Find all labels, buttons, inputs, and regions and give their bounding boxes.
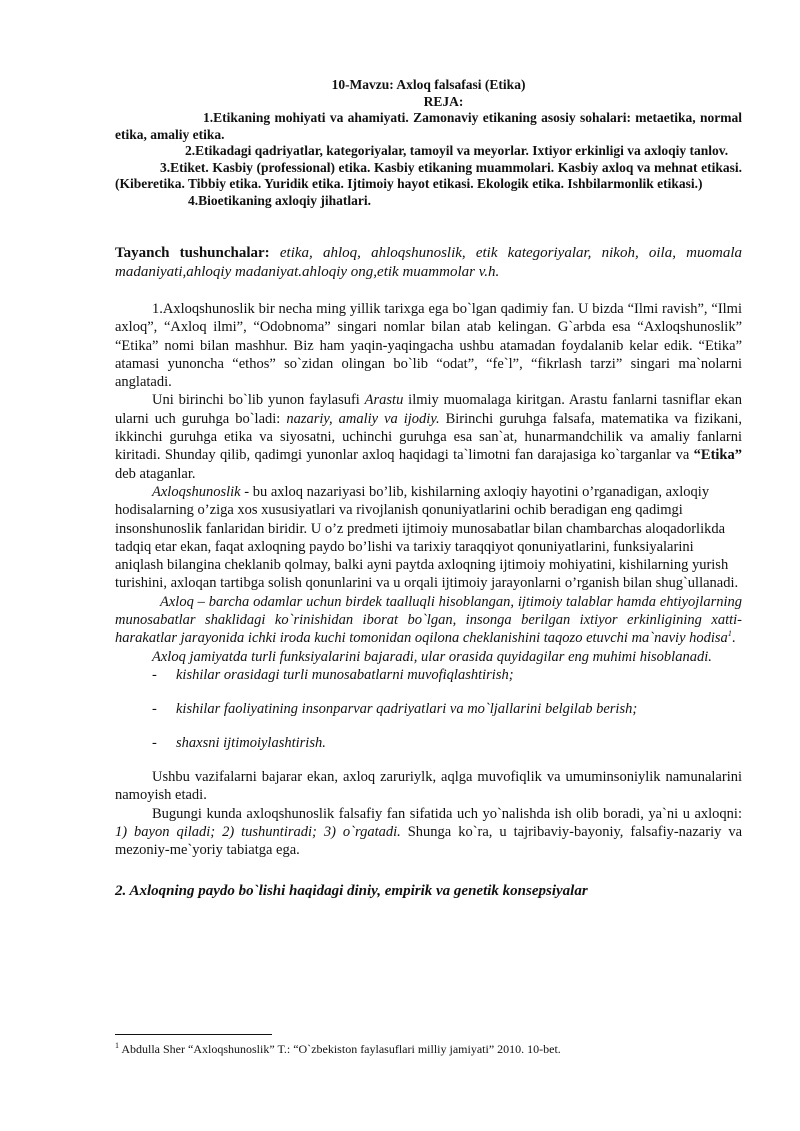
paragraph-7-text-a: Bugungi kunda axloqshunoslik falsafiy fan sifatida uch yo`nalishda ish olib boradi, ya`ni u axloqni:	[152, 805, 742, 822]
footnote-mark: 1	[115, 1041, 119, 1050]
list-item-text: kishilar orasidagi turli munosabatlarni muvofiqlashtirish;	[176, 666, 514, 683]
definition-end: .	[731, 630, 736, 647]
paragraph-1: 1.Axloqshunoslik bir necha ming yillik tarixga ega bo`lgan qadimiy fan. U bizda “Ilmi ravish”, “Ilmi axloq”, “Axloq ilmi”, “Odobnoma” singari nomlar bilan atab kelingan. G`arbda esa “Axloqshunoslik” “Etika” nomi bilan mashhur. Biz ham yaqin-yaqingacha ushbu atamadan foydalanib kelar edik. “Etika” atamasi yunoncha “ethos” so`zidan olingan bo`lib “odat”, “fe`l”, “fikrlash tarzi” singari ma`nolarni anglatadi.	[115, 301, 742, 391]
list-item	[115, 700, 742, 718]
paragraph-4-definition	[115, 593, 742, 648]
etika-term: “Etika”	[693, 447, 742, 464]
document-page	[115, 76, 742, 901]
arastu-name: Arastu	[364, 392, 404, 409]
list-item-text: shaxsni ijtimoiylashtirish.	[176, 734, 326, 751]
paragraph-3-text: - bu axloq nazariyasi bo’lib, kishilarning axloqiy hayotini o’rganadigan, axloqiy hodisalarning o’ziga xos xususiyatlari va rivojlanish qonuniyatlarini ochib beradigan eng qadimgi insonshunoslik fanlaridan biridir. U o’z predmeti ijtimoiy munosabatlar bilan chambarchas aloqadorlikda tadqiq etar ekan, faqat axloqning paydo bo’lishi va tarixiy taraqqiyot qonuniyatlarini, funksiyalarini aniqlash bilangina cheklanib qolmay, balki ayni paytda axloqning ijtimoiy mohiyatini, kishilarning yurish turishini, axloqan tartibga solish qonunlarini va u orqali ijtimoiy jarayonlarni o’rganish bilan shug`ullanadi.	[115, 483, 739, 592]
paragraph-2-text-a: Uni birinchi bo`lib yunon faylasufi	[152, 392, 365, 409]
paragraph-2-text-b: ilmiy muomalaga kiritgan. Arastu fanlarni tasniflar ekan ularni uch guruhga bo`ladi:	[115, 392, 742, 427]
key-concepts-label: Tayanch tushunchalar:	[115, 245, 270, 261]
paragraph-5: Axloq jamiyatda turli funksiyalarini bajaradi, ular orasida quyidagilar eng muhimi hisoblanadi.	[152, 648, 712, 665]
paragraph-6: Ushbu vazifalarni bajarar ekan, axloq zaruriylk, aqlga muvofiqlik va umuminsoniylik namunalarini namoyish etadi.	[115, 768, 742, 804]
list-dash: -	[152, 666, 157, 683]
footnote-ref: 1	[727, 629, 732, 639]
plan-item-1: 1.Etikaning mohiyati va ahamiyati. Zamonaviy etikaning asosiy sohalari: metaetika, normal etika, amaliy etika.	[115, 110, 742, 142]
paragraph-3	[115, 483, 742, 593]
arastu-groups: nazariy, amaliy va ijodiy.	[286, 410, 440, 427]
topic-title: 10-Mavzu: Axloq falsafasi (Etika)	[331, 77, 526, 92]
plan-item-2: 2.Etikadagi qadriyatlar, kategoriyalar, tamoyil va meyorlar. Ixtiyor erkinligi va axloqiy tanlov.	[185, 143, 729, 158]
footnote	[115, 1042, 745, 1057]
paragraph-2	[115, 391, 742, 482]
list-item-text: kishilar faoliyatining insonparvar qadriyatlari va mo`ljallarini belgilab berish;	[176, 700, 638, 717]
key-concepts-text: etika, ahloq, ahloqshunoslik, etik kategoriyalar, nikoh, oila, muomala madaniyati,ahloqiy madaniyat.ahloqiy ong,etik muammolar v.h.	[115, 245, 742, 280]
list-item	[115, 666, 742, 684]
key-concepts	[115, 244, 742, 282]
paragraph-7-steps: 1) bayon qiladi; 2) tushuntiradi; 3) o`rgatadi.	[115, 823, 401, 840]
plan-item-4: 4.Bioetikaning axloqiy jihatlari.	[188, 192, 372, 208]
paragraph-2-text-d: deb ataganlar.	[115, 465, 196, 482]
paragraph-7	[115, 805, 742, 860]
footnote-text: Abdulla Sher “Axloqshunoslik” T.: “O`zbekiston faylasuflari milliy jamiyati” 2010. 10-bet.	[119, 1042, 561, 1056]
paragraph-7-text-c: Shunga ko`ra, u tajribaviy-bayoniy, falsafiy-nazariy va mezoniy-me`yoriy tabiatga ega.	[115, 823, 743, 859]
axloq-definition: Axloq – barcha odamlar uchun birdek taalluqli hisoblangan, ijtimoiy talablar hamda ehtiyojlarning munosabatlar shaklidagi ko`rinishidan iborat bo`lgan, insonga berilgan ixtiyor erkinligining xatti-harakatlar jarayonida ichki iroda kuchi tomonidan oqilona cheklanishini taqozo etuvchi ma`naviy hodisa	[115, 593, 742, 647]
paragraph-2-text-c: Birinchi guruhga falsafa, matematika va fizikani, ikkinchi guruhga etika va siyosatni, uchinchi guruhga esa san`at, hunarmandchilik va amaliy fanlarni kiritadi. Shunday qilib, qadimgi yunonlar axloq haqidagi ta`limotni fan darajasiga ko`targanlar va	[115, 410, 743, 464]
list-dash: -	[152, 734, 157, 751]
list-item	[115, 734, 742, 752]
axloqshunoslik-term: Axloqshunoslik	[152, 483, 241, 500]
plan-heading: REJA:	[423, 94, 464, 109]
list-dash: -	[152, 700, 157, 717]
plan-item-3: 3.Etiket. Kasbiy (professional) etika. Kasbiy etikaning muammolari. Kasbiy axloq va mehnat etikasi. (Kiberetika. Tibbiy etika. Yuridik etika. Ijtimoiy hayot etikasi. Ekologik etika. Ishbilarmonlik etikasi.)	[115, 159, 742, 191]
section-2-heading: 2. Axloqning paydo bo`lishi haqidagi diniy, empirik va genetik konsepsiyalar	[115, 883, 588, 900]
footnote-divider	[115, 1034, 272, 1035]
